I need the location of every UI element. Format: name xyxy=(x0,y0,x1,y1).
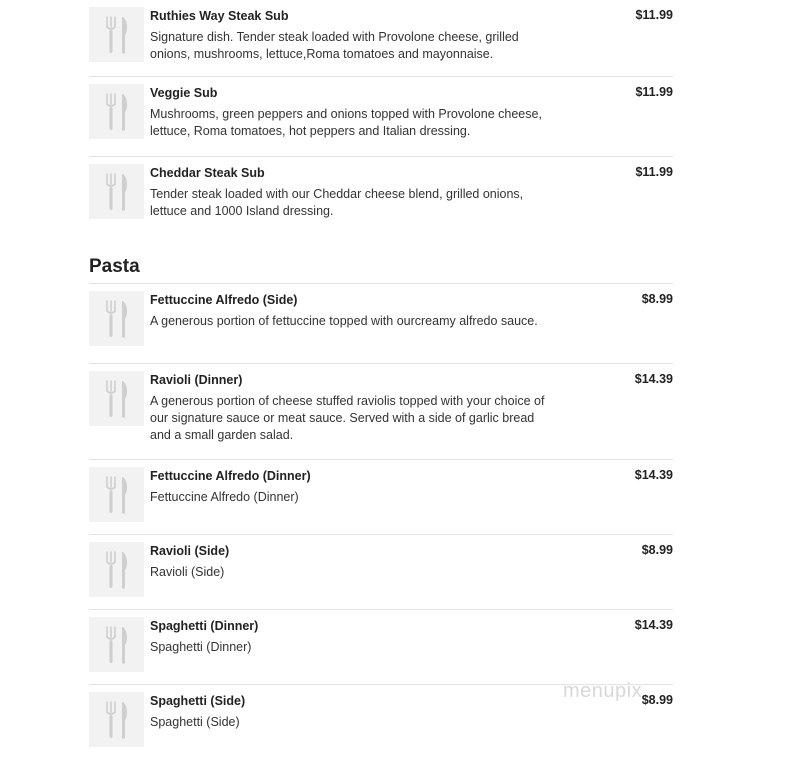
item-name: Veggie Sub xyxy=(150,86,218,100)
fork-knife-icon xyxy=(89,617,144,672)
fork-knife-icon xyxy=(89,7,144,62)
item-name: Fettuccine Alfredo (Side) xyxy=(150,293,298,307)
menu-item[interactable] xyxy=(89,77,673,157)
menu-item[interactable] xyxy=(89,610,673,685)
item-name: Ruthies Way Steak Sub xyxy=(150,9,289,23)
item-price: $14.39 xyxy=(634,468,673,482)
watermark: menupix xyxy=(563,680,643,702)
item-description: Ravioli (Side) xyxy=(150,565,225,579)
fork-knife-icon xyxy=(89,164,144,219)
item-price: $11.99 xyxy=(635,165,673,179)
menu-item[interactable] xyxy=(89,364,673,460)
item-description: A generous portion of cheese stuffed raviolis topped with your choice of our signature sauce or meat sauce. Served with a side of garlic bread and a small garden salad. xyxy=(150,394,545,442)
item-price: $14.39 xyxy=(634,372,673,386)
item-price: $8.99 xyxy=(641,693,673,707)
menu-list xyxy=(89,0,673,760)
fork-knife-icon xyxy=(89,692,144,747)
menu-item[interactable] xyxy=(89,460,673,535)
item-description: Signature dish. Tender steak loaded with Provolone cheese, grilled onions, mushrooms, lettuce,Roma tomatoes and mayonnaise. xyxy=(150,30,519,61)
item-description: A generous portion of fettuccine topped with ourcreamy alfredo sauce. xyxy=(150,314,538,328)
item-name: Spaghetti (Dinner) xyxy=(150,619,259,633)
item-name: Spaghetti (Side) xyxy=(150,694,246,708)
fork-knife-icon xyxy=(89,291,144,346)
item-price: $8.99 xyxy=(641,543,673,557)
menu-item[interactable] xyxy=(89,0,673,77)
fork-knife-icon xyxy=(89,84,144,139)
item-description: Spaghetti (Dinner) xyxy=(150,640,252,654)
item-price: $11.99 xyxy=(635,85,673,99)
fork-knife-icon xyxy=(89,542,144,597)
menu-item[interactable] xyxy=(89,284,673,364)
item-description: Fettuccine Alfredo (Dinner) xyxy=(150,490,299,504)
item-price: $11.99 xyxy=(635,8,673,22)
item-name: Ravioli (Side) xyxy=(150,544,230,558)
item-name: Fettuccine Alfredo (Dinner) xyxy=(150,469,311,483)
item-price: $8.99 xyxy=(641,292,673,306)
item-description: Mushrooms, green peppers and onions topped with Provolone cheese, lettuce, Roma tomatoes, hot peppers and Italian dressing. xyxy=(150,107,542,138)
section-title-pasta: Pasta xyxy=(89,253,673,284)
fork-knife-icon xyxy=(89,371,144,426)
item-name: Cheddar Steak Sub xyxy=(150,166,265,180)
menu-item[interactable] xyxy=(89,157,673,253)
fork-knife-icon xyxy=(89,467,144,522)
item-description: Tender steak loaded with our Cheddar cheese blend, grilled onions, lettuce and 1000 Island dressing. xyxy=(150,187,524,218)
item-description: Spaghetti (Side) xyxy=(150,715,240,729)
menu-item[interactable] xyxy=(89,535,673,610)
item-name: Ravioli (Dinner) xyxy=(150,373,243,387)
item-price: $14.39 xyxy=(634,618,673,632)
